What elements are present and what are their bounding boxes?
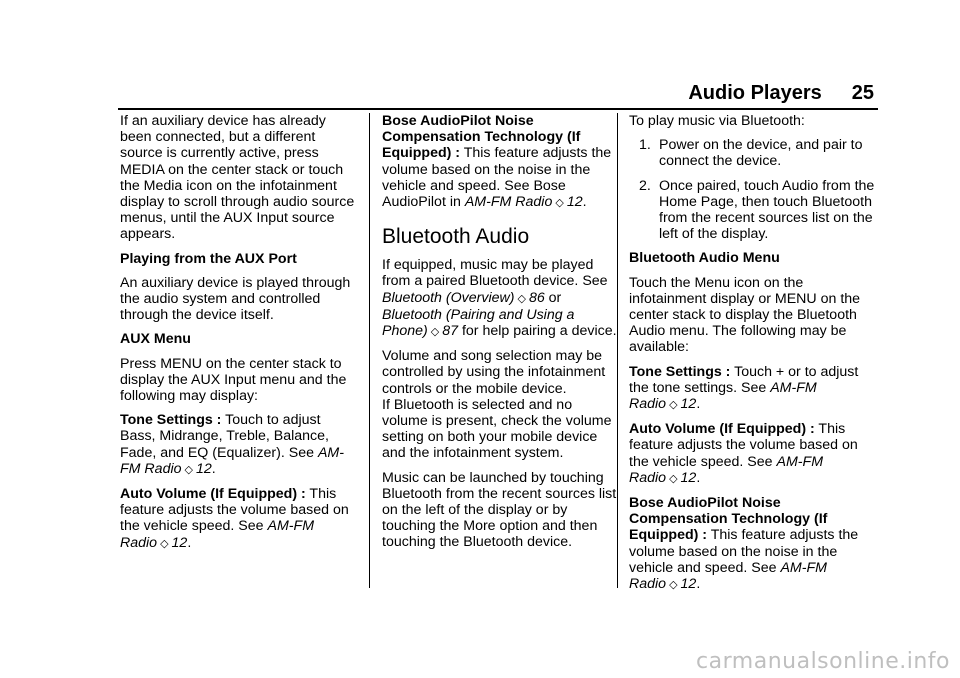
- auto-volume-label: Auto Volume (If Equipped) :: [120, 486, 306, 503]
- page-number: 25: [851, 82, 874, 104]
- page-ref-number[interactable]: 12: [680, 469, 697, 486]
- bluetooth-menu-heading: Bluetooth Audio Menu: [629, 250, 780, 267]
- aux-menu-paragraph: Press MENU on the center stack to display the AUX Input menu and the following may display:: [120, 355, 347, 405]
- tone-settings-entry: Tone Settings : Touch + or to adjust the tone settings. See AM-FM Radio ◇ 12.: [629, 363, 859, 413]
- bose-label: Bose AudioPilot Noise Compensation Technology (If Equipped) :: [629, 495, 828, 544]
- step-text: Once paired, touch Audio from the Home Page, then touch Bluetooth from the recent sources list on the left of the display.: [659, 177, 875, 243]
- column-right: [629, 113, 881, 601]
- am-fm-radio-link[interactable]: AM-FM Radio: [629, 559, 827, 593]
- play-intro: To play music via Bluetooth:: [629, 113, 805, 129]
- column-middle: [382, 113, 618, 559]
- watermark: carmanualsonline.info: [696, 649, 950, 674]
- am-fm-radio-link[interactable]: AM-FM Radio: [464, 194, 553, 211]
- column-left: [120, 113, 356, 560]
- tone-settings-entry: Tone Settings : Touch to adjust Bass, Midrange, Treble, Balance, Fade, and EQ (Equalizer). See AM-FM Radio ◇ 12.: [120, 412, 344, 477]
- playing-aux-heading: Playing from the AUX Port: [120, 250, 297, 267]
- bluetooth-intro-text: If equipped, music may be played from a paired Bluetooth device. See: [382, 257, 608, 290]
- bose-entry: Bose AudioPilot Noise Compensation Technology (If Equipped) : This feature adjusts the volume based on the noise in the vehicle and speed. See Bose AudioPilot in AM-FM Radio ◇ 12.: [382, 113, 612, 211]
- bluetooth-intro-tail: for help pairing a device.: [461, 323, 617, 340]
- bluetooth-audio-heading: Bluetooth Audio: [382, 225, 530, 249]
- volume-paragraph: Volume and song selection may be controlled by using the infotainment controls or the mobile device.: [382, 348, 606, 397]
- bose-text: This feature adjusts the volume based on the noise in the vehicle and speed. See: [629, 527, 859, 576]
- am-fm-radio-link[interactable]: AM-FM Radio: [120, 444, 344, 477]
- tone-settings-label: Tone Settings :: [629, 363, 731, 380]
- auto-volume-text: This feature adjusts the volume based on the vehicle speed. See: [629, 421, 858, 470]
- bluetooth-pairing-link[interactable]: Bluetooth (Pairing and Using a Phone): [382, 306, 575, 340]
- launch-music-paragraph: Music can be launched by touching Bluetooth from the recent sources list on the left of the display or by touching the More option and then touching the Bluetooth device.: [382, 469, 617, 551]
- page-ref-arrow-icon: ◇: [430, 326, 440, 339]
- tone-settings-text: Touch to adjust Bass, Midrange, Treble, Balance, Fade, and EQ (Equalizer). See: [120, 412, 329, 461]
- page-ref-number[interactable]: 12: [680, 576, 697, 593]
- bluetooth-overview-link[interactable]: Bluetooth (Overview): [382, 289, 515, 306]
- auto-volume-text: This feature adjusts the volume based on the vehicle speed. See: [120, 486, 349, 535]
- am-fm-radio-link[interactable]: AM-FM Radio: [629, 379, 817, 413]
- step-number: 2.: [639, 177, 651, 194]
- page-ref-arrow-icon: ◇: [555, 197, 564, 210]
- page-header: [688, 82, 874, 105]
- aux-intro-paragraph: If an auxiliary device has already been connected, but a different source is currently active, press MEDIA on the center stack or touch the Media icon on the infotainment display to scroll through audio source menus, until the AUX Input source appears.: [120, 113, 355, 243]
- step-number: 1.: [639, 137, 651, 154]
- section-title: Audio Players: [688, 82, 822, 104]
- page-ref-arrow-icon: ◇: [669, 579, 678, 592]
- header-rule: [118, 108, 878, 110]
- tone-settings-text: Touch + or to adjust the tone settings. See: [629, 363, 859, 396]
- am-fm-radio-link[interactable]: AM-FM Radio: [629, 453, 824, 486]
- page-ref-arrow-icon: ◇: [669, 472, 678, 485]
- tone-settings-label: Tone Settings :: [120, 412, 222, 429]
- bose-label: Bose AudioPilot Noise Compensation Technology (If Equipped) :: [382, 113, 581, 162]
- page-ref-arrow-icon: ◇: [669, 399, 678, 412]
- page-ref-number[interactable]: 12: [195, 460, 212, 477]
- page-ref-number[interactable]: 12: [171, 534, 188, 551]
- auto-volume-label: Auto Volume (If Equipped) :: [629, 421, 815, 438]
- page-ref-arrow-icon: ◇: [517, 292, 526, 305]
- or-text: or: [548, 289, 562, 306]
- play-steps-list: [629, 137, 881, 242]
- auto-volume-entry: Auto Volume (If Equipped) : This feature adjusts the volume based on the vehicle speed. See AM-FM Radio ◇ 12.: [120, 486, 349, 551]
- list-item: [629, 178, 881, 243]
- bose-text: This feature adjusts the volume based on the noise in the vehicle and speed. See Bose AudioPilot in: [382, 145, 612, 211]
- playing-aux-paragraph: An auxiliary device is played through the audio system and controlled through the device itself.: [120, 274, 351, 324]
- am-fm-radio-link[interactable]: AM-FM Radio: [120, 518, 315, 551]
- list-item: [629, 137, 881, 169]
- auto-volume-entry: Auto Volume (If Equipped) : This feature adjusts the volume based on the vehicle speed. See AM-FM Radio ◇ 12.: [629, 421, 858, 486]
- page-ref-number[interactable]: 86: [528, 289, 545, 306]
- page-ref-number[interactable]: 87: [442, 323, 458, 340]
- page-ref-arrow-icon: ◇: [184, 463, 193, 476]
- bluetooth-intro-paragraph: [382, 257, 618, 340]
- aux-menu-heading: AUX Menu: [120, 331, 191, 348]
- page-ref-arrow-icon: ◇: [160, 537, 169, 550]
- bose-entry: Bose AudioPilot Noise Compensation Technology (If Equipped) : This feature adjusts the volume based on the noise in the vehicle and speed. See AM-FM Radio ◇ 12.: [629, 495, 859, 593]
- column-divider: [369, 113, 370, 588]
- page-ref-number[interactable]: 12: [566, 194, 583, 211]
- bluetooth-menu-paragraph: Touch the Menu icon on the infotainment display or MENU on the center stack to display the Bluetooth Audio menu. The following may be available:: [629, 274, 861, 356]
- page-ref-number[interactable]: 12: [680, 396, 697, 413]
- step-text: Power on the device, and pair to connect the device.: [659, 137, 863, 170]
- no-volume-paragraph: If Bluetooth is selected and no volume is present, check the volume setting on both your mobile device and the infotainment system.: [382, 396, 612, 462]
